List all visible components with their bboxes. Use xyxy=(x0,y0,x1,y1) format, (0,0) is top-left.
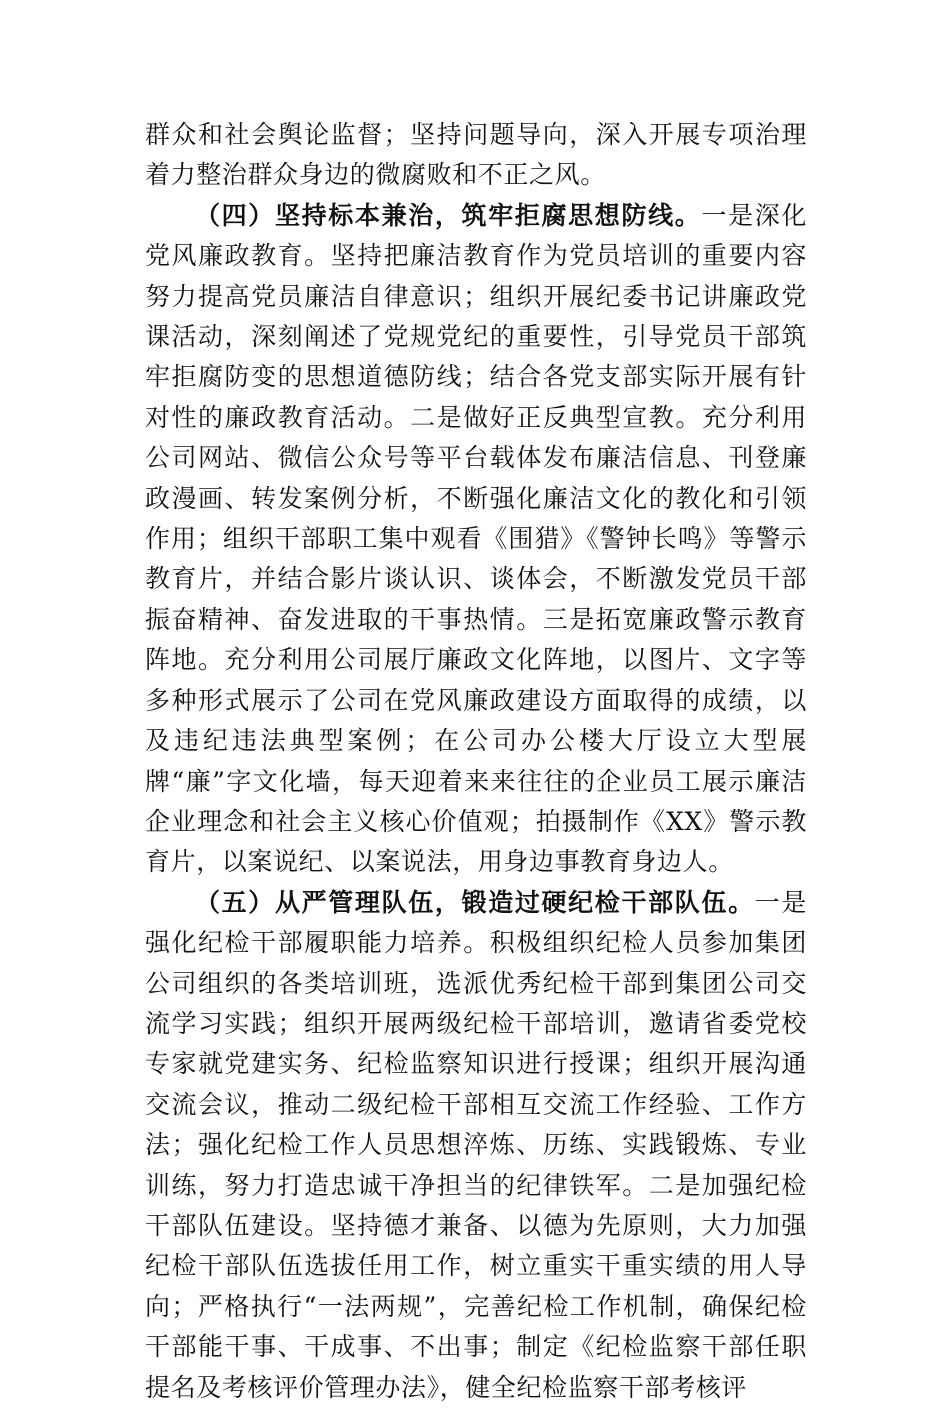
paragraph-body: 群众和社会舆论监督；坚持问题导向，深入开展专项治理着力整治群众身边的微腐败和不正之风。 xyxy=(145,120,807,190)
section-heading: （四）坚持标本兼治，筑牢拒腐思想防线。 xyxy=(195,200,702,230)
paragraph-body: 一是强化纪检干部履职能力培养。积极组织纪检人员参加集团公司组织的各类培训班，选派优秀纪检干部到集团公司交流学习实践；组织开展两级纪检干部培训，邀请省委党校专家就党建实务、纪检监察知识进行授课；组织开展沟通交流会议，推动二级纪检干部相互交流工作经验、工作方法；强化纪检工作人员思想淬炼、历练、实践锻炼、专业训练，努力打造忠诚干净担当的纪律铁军。二是加强纪检干部队伍建设。坚持德才兼备、以德为先原则，大力加强纪检干部队伍选拔任用工作，树立重实干重实绩的用人导向；严格执行“一法两规”，完善纪检工作机制，确保纪检干部能干事、干成事、不出事；制定《纪检监察干部任职提名及考核评价管理办法》，健全纪检监察干部考核评 xyxy=(145,887,808,1402)
paragraph-section-four xyxy=(145,196,807,883)
section-heading: （五）从严管理队伍，锻造过硬纪检干部队伍。 xyxy=(195,887,755,917)
paragraph-continuation xyxy=(145,115,807,196)
paragraph-body: 一是深化党风廉政教育。坚持把廉洁教育作为党员培训的重要内容努力提高党员廉洁自律意识；组织开展纪委书记讲廉政党课活动，深刻阐述了党规党纪的重要性，引导党员干部筑牢拒腐防变的思想道德防线；结合各党支部实际开展有针对性的廉政教育活动。二是做好正反典型宣教。充分利用公司网站、微信公众号等平台载体发布廉洁信息、刊登廉政漫画、转发案例分析，不断强化廉洁文化的教化和引领作用；组织干部职工集中观看《围猎》《警钟长鸣》等警示教育片，并结合影片谈认识、谈体会，不断激发党员干部振奋精神、奋发进取的干事热情。三是拓宽廉政警示教育阵地。充分利用公司展厅廉政文化阵地，以图片、文字等多种形式展示了公司在党风廉政建设方面取得的成绩，以及违纪违法典型案例；在公司办公楼大厅设立大型展牌“廉”字文化墙，每天迎着来来往往的企业员工展示廉洁企业理念和社会主义核心价值观；拍摄制作《XX》警示教育片，以案说纪、以案说法，用身边事教育身边人。 xyxy=(145,200,807,877)
paragraph-section-five xyxy=(145,883,807,1408)
document-page xyxy=(145,115,807,1408)
